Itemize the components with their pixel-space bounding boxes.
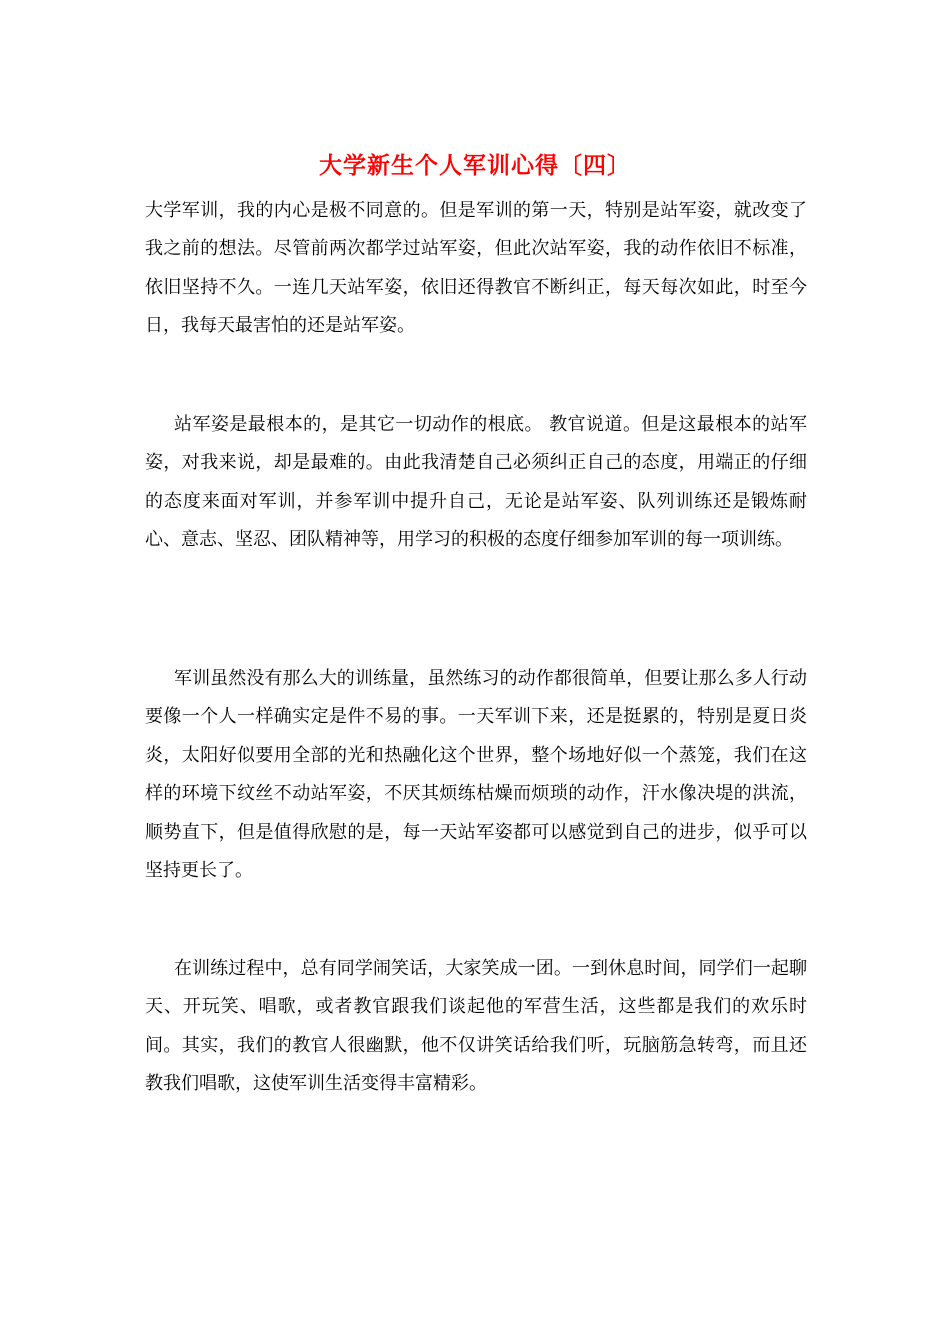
paragraph-3-text: 军训虽然没有那么大的训练量，虽然练习的动作都很简单，但要让那么多人行动要像一个人一样确实定是件不易的事。一天军训下来，还是挺累的，特别是夏日炎炎，太阳好似要用全部的光和热融化这个世界，整个场地好似一个蒸笼，我们在这样的环境下纹丝不动站军姿，不厌其烦练枯燥而烦琐的动作，汗水像决堤的洪流，顺势直下，但是值得欣慰的是，每一天站军姿都可以感觉到自己的进步，似乎可以坚持更长了。	[145, 668, 807, 882]
paragraph-3	[145, 660, 807, 890]
paragraph-2-text: 站军姿是最根本的，是其它一切动作的根底。 教官说道。但是这最根本的站军姿，对我来说，却是最难的。由此我清楚自己必须纠正自己的态度，用端正的仔细的态度来面对军训，并参军训中提升自己，无论是站军姿、队列训练还是锻炼耐心、意志、坚忍、团队精神等，用学习的积极的态度仔细参加军训的每一项训练。	[145, 414, 807, 551]
paragraph-4-text: 在训练过程中，总有同学闹笑话，大家笑成一团。一到休息时间，同学们一起聊天、开玩笑、唱歌，或者教官跟我们谈起他的军营生活，这些都是我们的欢乐时间。其实，我们的教官人很幽默，他不仅讲笑话给我们听，玩脑筋急转弯，而且还教我们唱歌，这使军训生活变得丰富精彩。	[145, 958, 807, 1095]
page-title: 大学新生个人军训心得〔四〕	[319, 152, 631, 179]
paragraph-1	[145, 192, 807, 346]
paragraph-4	[145, 950, 807, 1104]
paragraph-2	[145, 406, 807, 560]
paragraph-1-text: 大学军训，我的内心是极不同意的。但是军训的第一天，特别是站军姿，就改变了我之前的想法。尽管前两次都学过站军姿，但此次站军姿，我的动作依旧不标准，依旧坚持不久。一连几天站军姿，依旧还得教官不断纠正，每天每次如此，时至今日，我每天最害怕的还是站军姿。	[145, 200, 807, 337]
